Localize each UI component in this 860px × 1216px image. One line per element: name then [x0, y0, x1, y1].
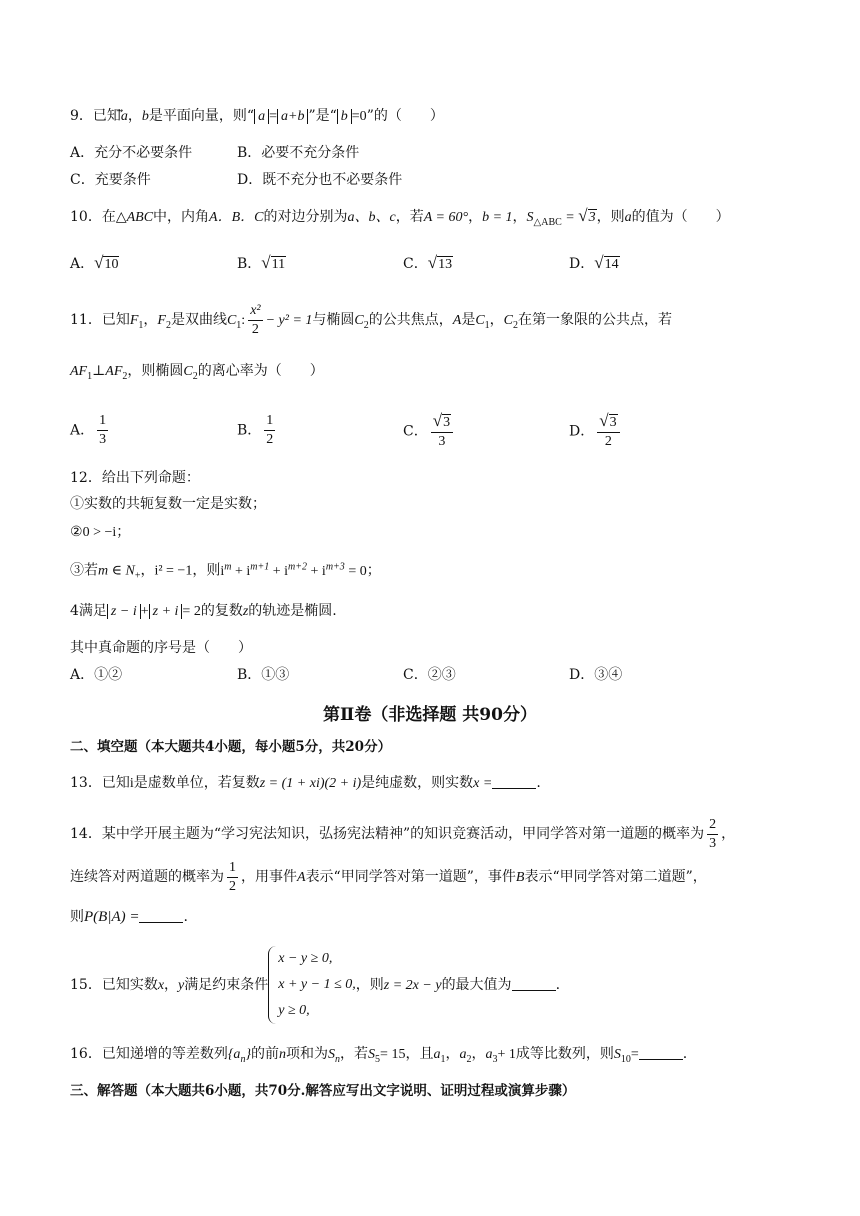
q9-text: 9．已知 [70, 108, 121, 124]
q10-angle-a: A = 60° [423, 210, 469, 225]
q12-option-b: B．①③ [237, 667, 290, 683]
q12-ask: 其中真命题的序号是（ ） [70, 640, 252, 656]
q10-option-b: B．√11 [237, 253, 286, 272]
q11-stem-line2: $AF_1\perp AF_2$，则椭圆$C_2$的离心率为（ ） [70, 363, 324, 382]
q11-af1: $AF_1$ [70, 364, 93, 382]
q13-stem: 13．已知i是虚数单位，若复数z = (1 + xi)(2 + i)是纯虚数，则实数x = . [70, 775, 541, 791]
q11-hyperbola-rest: − y² = 1 [265, 313, 313, 328]
q10-option-d: D．√14 [569, 253, 619, 272]
q10-option-a: A．√10 [70, 253, 119, 272]
q10-text2: 中，内角 [153, 209, 210, 225]
part2-title: 第Ⅱ卷（非选择题 共90分） [323, 705, 537, 725]
q14-line-1: 14．某中学开展主题为“学习宪法知识，弘扬宪法精神”的知识竞赛活动，甲同学答对第一道题的概率为 $\frac{2}{3}$ ， [70, 816, 736, 851]
q12-prop-3: ③若m ∈ $N_+$，i² = −1，则$i^m + i^{m+1} + i^{m+2} + i^{m+3} = 0$； [70, 561, 381, 582]
q10-text: 10．在 [70, 209, 116, 225]
q11-c1: $C_1$ [226, 313, 242, 331]
q11-c2: $C_2$ [354, 313, 369, 331]
q14-line-3: 则P(B|A) = . [70, 909, 188, 925]
q11-hyperbola-frac: $\frac{\text{x²}}{2}$ [250, 302, 261, 337]
q11-option-c: C． $\frac{√3}{3}$ [403, 412, 456, 451]
q15-constraints: x − y ≥ 0, x + y − 1 ≤ 0, y ≥ 0, [268, 946, 356, 1024]
q11-point-a: A [452, 313, 462, 328]
q13-blank[interactable] [492, 774, 536, 789]
q12-option-c: C．②③ [403, 667, 456, 683]
q9-vec-a: a [120, 109, 128, 124]
q9-option-a: A．充分不必要条件 [70, 145, 193, 161]
q11-option-d: D． $\frac{√3}{2}$ [569, 412, 623, 451]
q12-option-a: A．①② [70, 667, 123, 683]
q11-option-b: B． $\frac{1}{2}$ [237, 413, 274, 447]
q10-stem: 10．在△ABC中，内角A．B．C的对边分别为a、b、c，若A = 60°，b = 1，$S_{\triangle ABC} = √3$，则a的值为（ ） [70, 206, 730, 228]
q10-triangle: △ABC [115, 210, 154, 225]
q9-abs-b: b [337, 109, 352, 124]
q10-sides: a、b、c [347, 210, 396, 225]
q10-text6: 的值为（ ） [631, 209, 730, 225]
q9-option-d: D．既不充分也不必要条件 [237, 172, 403, 188]
q11-option-a: A． $\frac{1}{3}$ [70, 413, 107, 447]
q9-abs-a: a [254, 109, 269, 124]
q9-zero: =0 [351, 109, 367, 124]
section3-title: 三、解答题（本大题共6小题，共70分.解答应写出文字说明、证明过程或演算步骤） [70, 1083, 576, 1099]
q9-vec-b: b [141, 109, 149, 124]
q12-option-d: D．③④ [569, 667, 623, 683]
q12-prop-1: ①实数的共轭复数一定是实数； [70, 496, 266, 512]
q15-blank[interactable] [512, 976, 556, 991]
q12-prop-2: ②0 > −i； [70, 524, 131, 540]
q12-power-sum: $i^m + i^{m+1} + i^{m+2} + i^{m+3} = 0$ [220, 561, 367, 579]
q10-area: $S_{\triangle ABC} = √3$ [526, 206, 596, 228]
q9-eq: = [269, 109, 277, 124]
q9-stem [70, 106, 444, 127]
q16-blank[interactable] [639, 1045, 683, 1060]
q12-stem: 12．给出下列命题： [70, 470, 200, 486]
q9-text4: ”的（ ） [366, 108, 444, 124]
q10-text4: ，若 [395, 209, 424, 225]
q9-sep: ， [127, 108, 142, 124]
q16-stem: 16．已知递增的等差数列$\{a_n\}$的前n项和为$S_n$，若$S_5= 15$，且$a_1$，$a_2$，$a_3+ 1$成等比数列，则$S_{10}=$ . [70, 1046, 688, 1065]
q11-f1: $F_1$ [129, 313, 144, 331]
q10-text3: 的对边分别为 [263, 209, 348, 225]
q9-option-c: C．充要条件 [70, 172, 151, 188]
q10-angles: A．B．C [209, 210, 264, 225]
q15-stem: 15．已知实数x，y满足约束条件 x − y ≥ 0, x + y − 1 ≤ 0, y ≥ 0, ，则z = 2x − y的最大值为 . [70, 946, 560, 1025]
q9-text3: ”是“ [308, 108, 337, 124]
q10-side-b: b = 1 [482, 210, 513, 225]
q10-var-a: a [624, 210, 632, 225]
q11-f2: $F_2$ [157, 313, 171, 331]
q10-option-c: C．√13 [403, 253, 453, 272]
section2-title: 二、填空题（本大题共4小题，每小题5分，共20分） [70, 739, 392, 755]
q9-abs-apb: a+b [277, 109, 308, 124]
q14-line-2: 连续答对两道题的概率为 $\frac{1}{2}$ ，用事件A表示“甲同学答对第一道题”，事件B表示“甲同学答对第二道题”， [70, 859, 707, 894]
q11-stem: 11．已知$F_1$，$F_2$是双曲线$C_1$: $\frac{\text{x²}}{2}$ − y² = 1与椭圆$C_2$的公共焦点，A是$C_1$，$C_2$在第一象限的公共点，若 [70, 302, 673, 337]
q9-text2: 是平面向量，则“ [148, 108, 255, 124]
q14-blank[interactable] [139, 908, 183, 923]
q11-af2: $AF_2$ [105, 364, 128, 382]
q9-option-b: B．必要不充分条件 [237, 145, 360, 161]
q10-text5: ，则 [596, 209, 625, 225]
q12-prop-4: 4满足 z − i + z + i = 2的复数z的轨迹是椭圆. [70, 603, 337, 619]
